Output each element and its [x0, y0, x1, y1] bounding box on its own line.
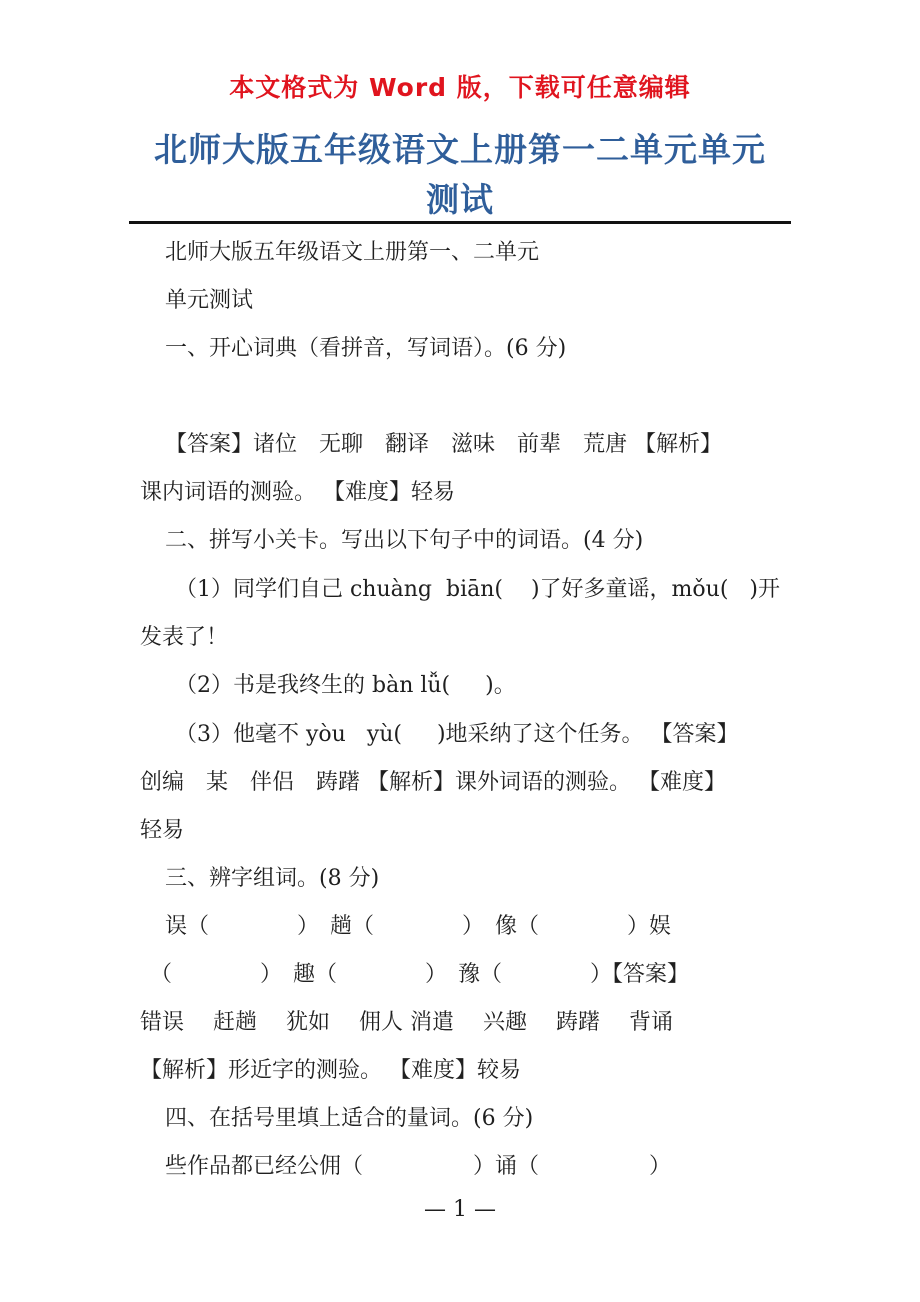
body-line: 【解析】形近字的测验。 【难度】较易 — [140, 1058, 521, 1083]
question-line: （2）书是我终生的 bàn lǚ( )。 — [175, 673, 516, 698]
body-line: 创编 某 伴侣 踌躇 【解析】课外词语的测验。 【难度】 — [140, 770, 726, 795]
title-divider — [129, 221, 791, 224]
body-line: 北师大版五年级语文上册第一、二单元 — [165, 240, 540, 265]
body-line: 【答案】诸位 无聊 翻译 滋味 前辈 荒唐 【解析】 — [165, 432, 722, 457]
section-heading: 二、拼写小关卡。写出以下句子中的词语。(4 分) — [165, 528, 644, 553]
document-title-line-1: 北师大版五年级语文上册第一二单元单元 — [154, 130, 766, 169]
body-line: 发表了！ — [140, 625, 229, 650]
body-line: 轻易 — [140, 818, 185, 843]
body-line: 错误 赶趟 犹如 佣人 消遣 兴趣 踌躇 背诵 — [140, 1010, 673, 1035]
question-line: 些作品都已经公佣（ ）诵（ ） — [165, 1154, 672, 1179]
body-line: 课内词语的测验。 【难度】轻易 — [140, 480, 455, 505]
section-heading: 三、辨字组词。(8 分) — [165, 866, 380, 891]
section-heading: 一、开心词典（看拼音，写词语）。(6 分) — [165, 336, 567, 361]
section-heading: 四、在括号里填上适合的量词。(6 分) — [165, 1106, 534, 1131]
page-number: — 1 — — [424, 1197, 496, 1222]
question-line: 误（ ） 趟（ ） 像（ ）娱 — [165, 914, 672, 939]
format-notice: 本文格式为 Word 版，下载可任意编辑 — [229, 73, 691, 102]
question-line: （ ） 趣（ ） 豫（ ）【答案】 — [150, 962, 690, 987]
question-line: （3）他毫不 yòu yù( )地采纳了这个任务。 【答案】 — [175, 722, 739, 747]
question-line: （1）同学们自己 chuàng biān( )了好多童谣，mǒu( )开 — [175, 577, 780, 602]
document-title-line-2: 测试 — [426, 180, 494, 219]
body-line: 单元测试 — [165, 288, 254, 313]
